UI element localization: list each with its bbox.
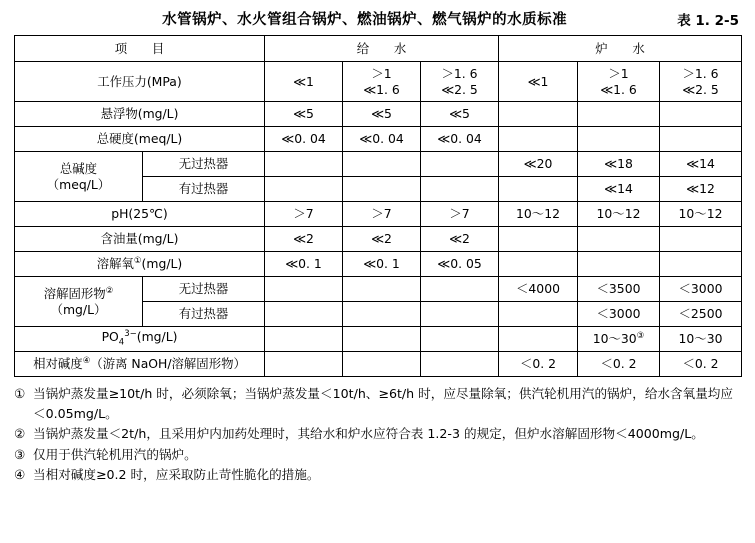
cell-boiler-2: 10～30③ [578, 327, 660, 352]
row-label-ph: pH(25℃) [15, 202, 265, 227]
row-label-dissolved-oxygen: 溶解氧①(mg/L) [15, 252, 265, 277]
cell-feed-2: ≪0. 04 [343, 127, 421, 152]
cell-feed-2 [343, 177, 421, 202]
cell-feed-1: ＞7 [265, 202, 343, 227]
cell-feed-3 [421, 352, 499, 377]
cell-boiler-2 [578, 127, 660, 152]
table-row [15, 102, 742, 127]
cell-boiler-1 [499, 127, 578, 152]
cell-boiler-2: ＜0. 2 [578, 352, 660, 377]
table-number: 表 1. 2-5 [677, 13, 739, 29]
cell-feed-3: ≪5 [421, 102, 499, 127]
cell-feed-2: ＞7 [343, 202, 421, 227]
cell-feed-3 [421, 327, 499, 352]
cell-boiler-3: ＜0. 2 [660, 352, 742, 377]
title-row [14, 8, 741, 35]
cell-boiler-1: ≪1 [499, 62, 578, 102]
row-sublabel-no-superheater: 无过热器 [143, 152, 265, 177]
cell-feed-1 [265, 352, 343, 377]
cell-feed-2: ≪2 [343, 227, 421, 252]
cell-feed-3: ＞1. 6 ≪2. 5 [421, 62, 499, 102]
note-text: 当相对碱度≥0.2 时，应采取防止苛性脆化的措施。 [33, 467, 320, 483]
cell-boiler-1 [499, 227, 578, 252]
note-marker: ② [14, 426, 26, 442]
row-label-phosphate: $PO_4^{3-}(mg/L)$ [15, 327, 265, 352]
cell-feed-2 [343, 327, 421, 352]
cell-feed-3: ＞7 [421, 202, 499, 227]
cell-feed-1: ≪5 [265, 102, 343, 127]
table-notes [14, 384, 741, 485]
cell-boiler-2 [578, 227, 660, 252]
cell-boiler-1 [499, 177, 578, 202]
cell-feed-1 [265, 277, 343, 302]
cell-boiler-3: 10～30 [660, 327, 742, 352]
cell-boiler-1: 10～12 [499, 202, 578, 227]
cell-boiler-2: ＞1 ≪1. 6 [578, 62, 660, 102]
cell-feed-2: ≪0. 1 [343, 252, 421, 277]
table-row [15, 152, 742, 177]
note-marker: ① [14, 386, 26, 401]
cell-boiler-2 [578, 102, 660, 127]
water-quality-table [14, 35, 742, 377]
table-row [15, 352, 742, 377]
cell-boiler-3: 10～12 [660, 202, 742, 227]
cell-boiler-3 [660, 252, 742, 277]
cell-feed-3 [421, 277, 499, 302]
cell-boiler-1 [499, 252, 578, 277]
cell-feed-1 [265, 327, 343, 352]
header-feed-water: 给 水 [265, 36, 499, 62]
cell-feed-1: ≪0. 04 [265, 127, 343, 152]
cell-feed-2: ≪5 [343, 102, 421, 127]
cell-boiler-2: ＜3500 [578, 277, 660, 302]
cell-feed-1 [265, 177, 343, 202]
cell-boiler-1: ≪20 [499, 152, 578, 177]
cell-feed-3: ≪2 [421, 227, 499, 252]
row-label-total-hardness: 总硬度(meq/L) [15, 127, 265, 152]
table-header-row [15, 36, 742, 62]
table-row [15, 202, 742, 227]
cell-boiler-3: ＜2500 [660, 302, 742, 327]
note-marker: ④ [14, 467, 26, 483]
cell-boiler-1: ＜4000 [499, 277, 578, 302]
header-boiler-water: 炉 水 [499, 36, 742, 62]
row-sublabel-with-superheater: 有过热器 [143, 177, 265, 202]
note-text: 仅用于供汽轮机用汽的锅炉。 [33, 446, 197, 462]
cell-boiler-1: ＜0. 2 [499, 352, 578, 377]
cell-boiler-1 [499, 302, 578, 327]
cell-feed-3: ≪0. 04 [421, 127, 499, 152]
row-label-pressure: 工作压力(MPa) [15, 62, 265, 102]
row-label-oil-content: 含油量(mg/L) [15, 227, 265, 252]
note-marker: ③ [14, 446, 26, 462]
cell-feed-3 [421, 302, 499, 327]
row-sublabel-with-superheater: 有过热器 [143, 302, 265, 327]
cell-feed-2 [343, 302, 421, 327]
table-row [15, 62, 742, 102]
cell-boiler-3: ≪14 [660, 152, 742, 177]
cell-feed-2 [343, 277, 421, 302]
cell-feed-3 [421, 177, 499, 202]
cell-boiler-3: ＜3000 [660, 277, 742, 302]
cell-boiler-2 [578, 252, 660, 277]
cell-feed-1: ≪0. 1 [265, 252, 343, 277]
cell-feed-2: ＞1 ≪1. 6 [343, 62, 421, 102]
table-row [15, 127, 742, 152]
note-text: 当锅炉蒸发量≥10t/h 时，必须除氧；当锅炉蒸发量＜10t/h、≥6t/h 时，应尽量除氧；供汽轮机用汽的锅炉，给水含氧量均应＜0.05mg/L。 [33, 386, 733, 421]
row-sublabel-no-superheater: 无过热器 [143, 277, 265, 302]
cell-boiler-3 [660, 127, 742, 152]
cell-feed-3 [421, 152, 499, 177]
cell-boiler-1 [499, 327, 578, 352]
cell-boiler-3 [660, 227, 742, 252]
cell-feed-1: ≪1 [265, 62, 343, 102]
cell-feed-2 [343, 352, 421, 377]
note-item [14, 384, 741, 423]
note-item [14, 445, 741, 465]
cell-feed-1 [265, 302, 343, 327]
note-item [14, 424, 741, 444]
page-title: 水管锅炉、水火管组合锅炉、燃油锅炉、燃气锅炉的水质标准 [162, 12, 568, 28]
header-item-column: 项 目 [15, 36, 265, 62]
cell-feed-2 [343, 152, 421, 177]
cell-boiler-2: ≪18 [578, 152, 660, 177]
row-label-dissolved-solids: 溶解固形物② （mg/L） [15, 277, 143, 327]
cell-feed-3: ≪0. 05 [421, 252, 499, 277]
row-label-suspended-solids: 悬浮物(mg/L) [15, 102, 265, 127]
table-row [15, 277, 742, 302]
cell-boiler-3: ＞1. 6 ≪2. 5 [660, 62, 742, 102]
table-row [15, 227, 742, 252]
cell-boiler-2: ≪14 [578, 177, 660, 202]
cell-feed-1: ≪2 [265, 227, 343, 252]
row-label-total-alkalinity: 总碱度 （meq/L） [15, 152, 143, 202]
note-text: 当锅炉蒸发量＜2t/h，且采用炉内加药处理时，其给水和炉水应符合表 1.2-3 的规定，但炉水溶解固形物＜4000mg/L。 [33, 426, 704, 442]
cell-boiler-2: 10～12 [578, 202, 660, 227]
cell-boiler-3: ≪12 [660, 177, 742, 202]
note-item [14, 465, 741, 485]
cell-boiler-3 [660, 102, 742, 127]
table-row [15, 252, 742, 277]
cell-boiler-1 [499, 102, 578, 127]
table-row [15, 327, 742, 352]
cell-boiler-2: ＜3000 [578, 302, 660, 327]
cell-feed-1 [265, 152, 343, 177]
row-label-relative-alkalinity: 相对碱度④（游离 NaOH/溶解固形物） [15, 352, 265, 377]
